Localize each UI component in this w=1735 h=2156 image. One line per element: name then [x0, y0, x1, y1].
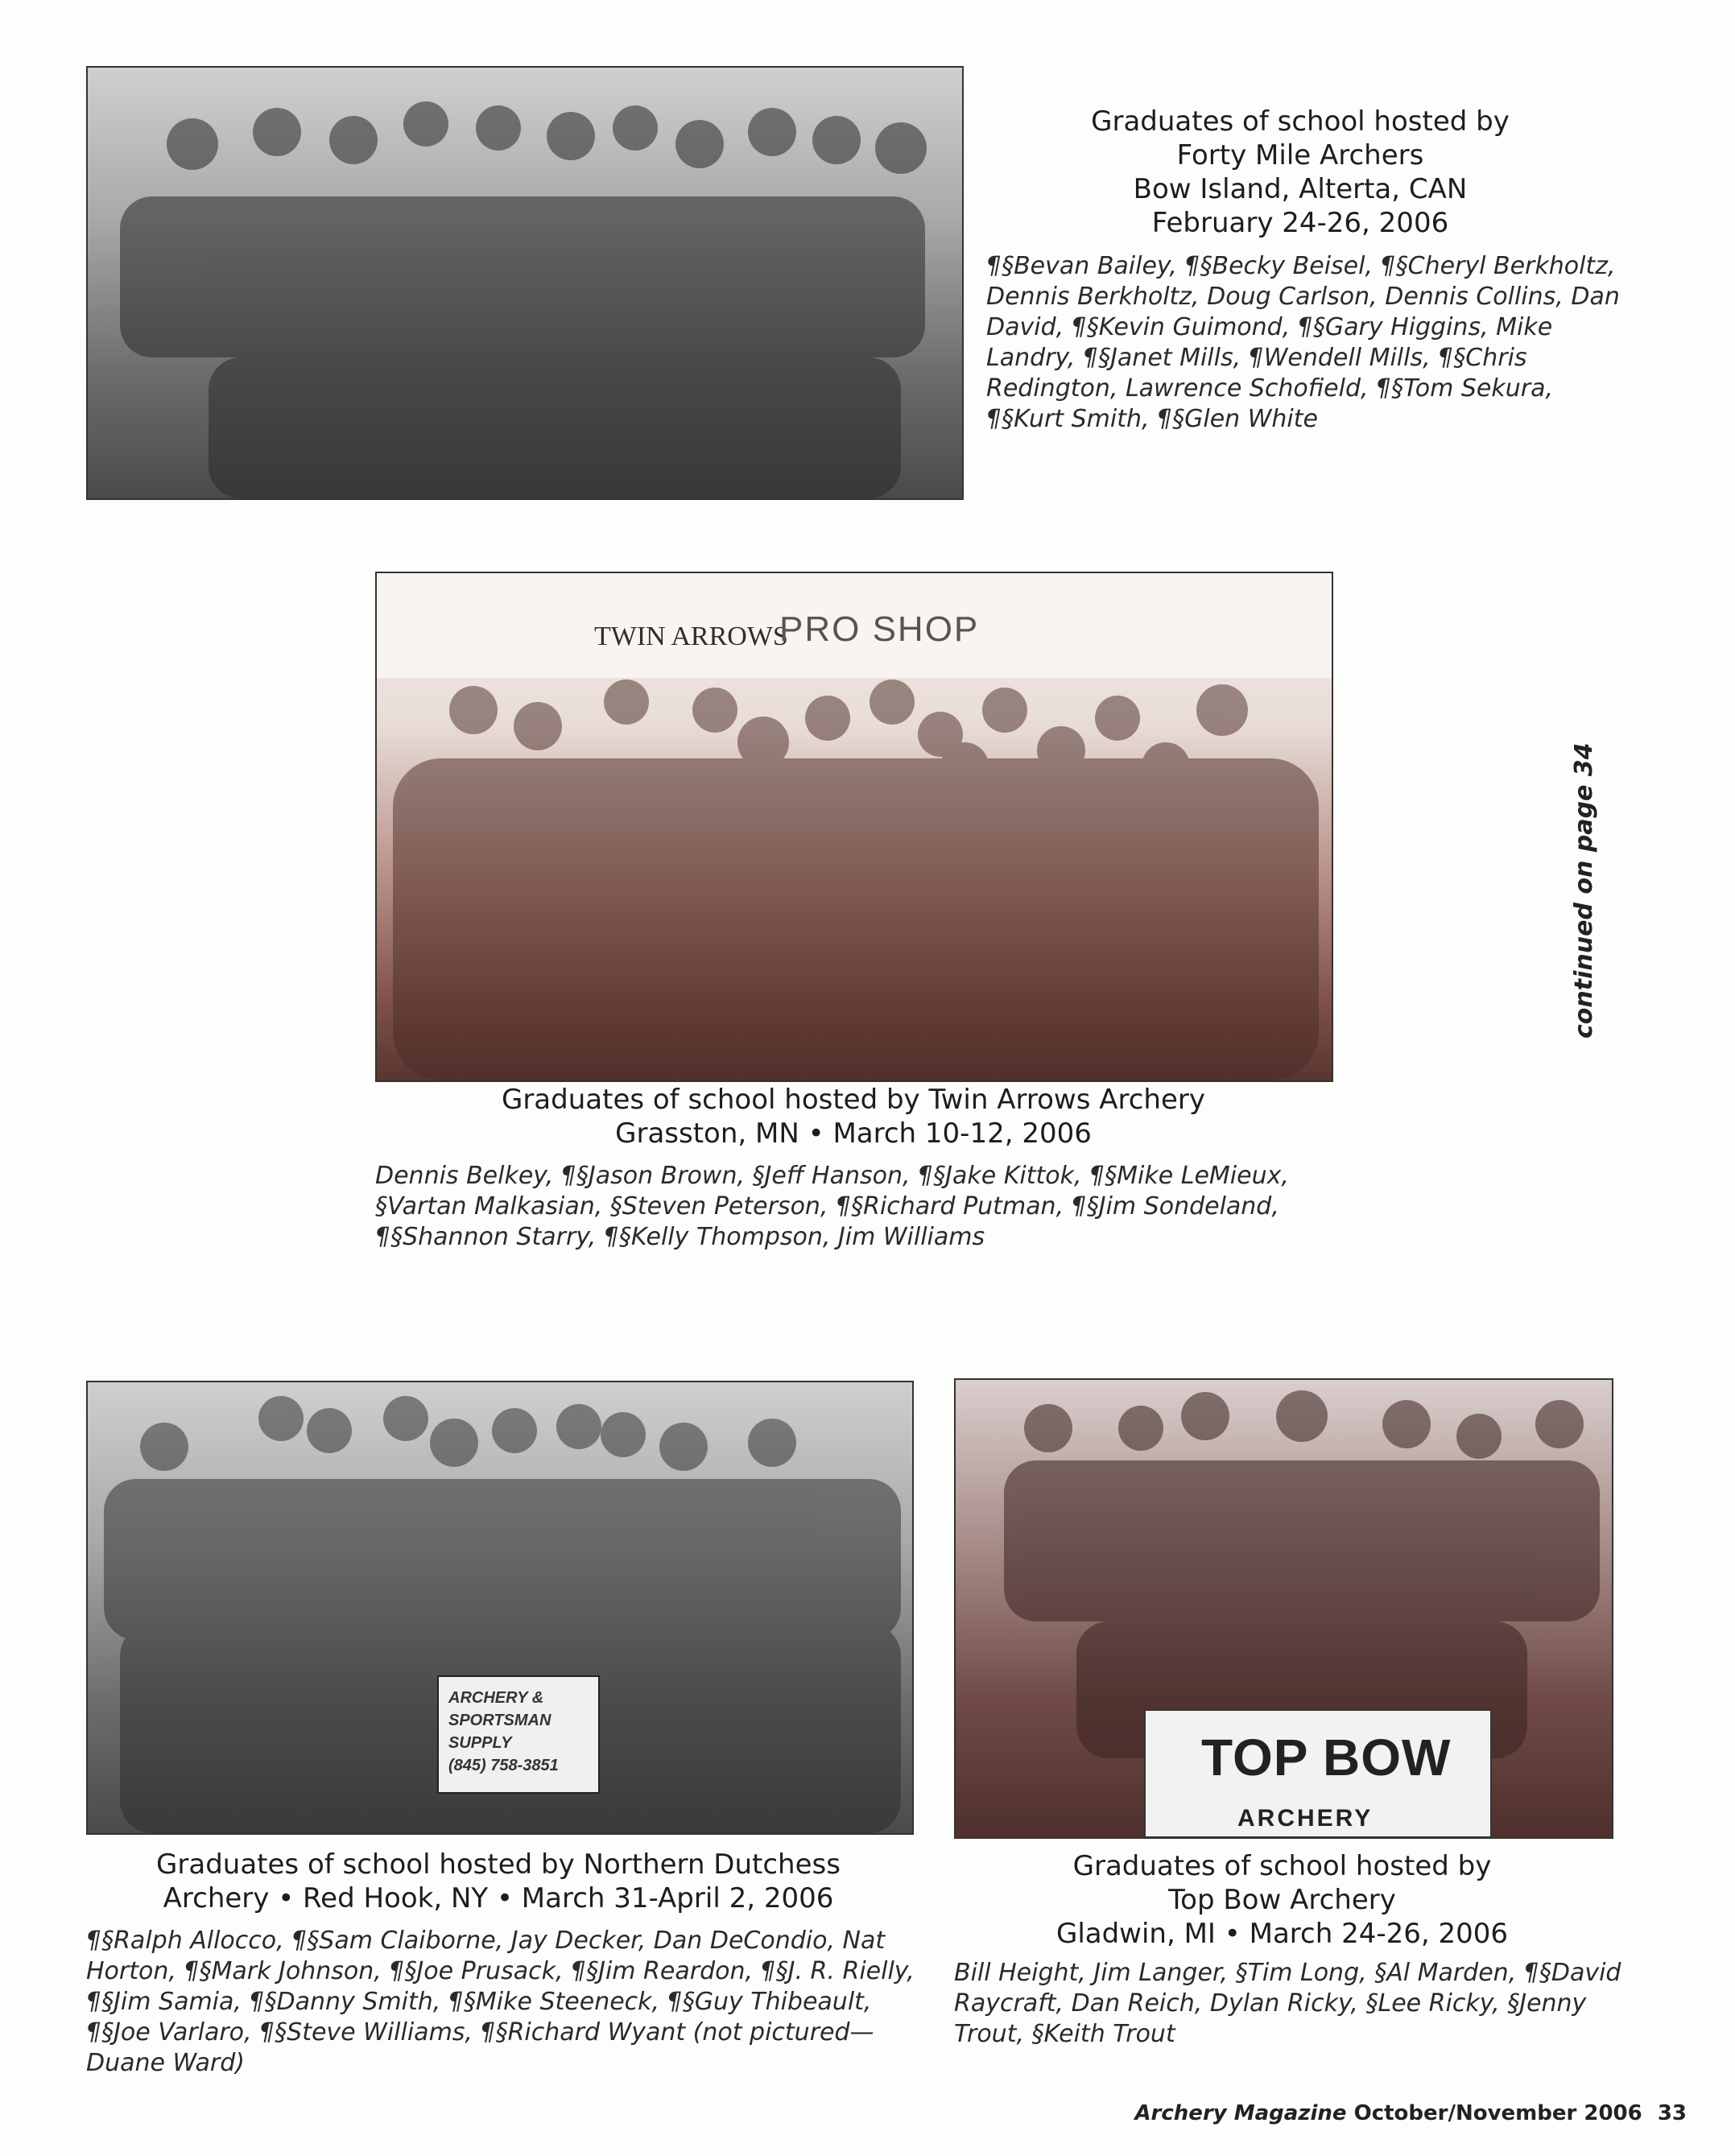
photo-twin-arrows-archery: [375, 572, 1333, 1082]
sign-line: SPORTSMAN: [448, 1712, 551, 1729]
caption-title-northern-dutchess: [86, 1848, 911, 1915]
caption-title-line: Bow Island, Alterta, CAN: [1133, 173, 1468, 205]
photo-northern-dutchess-archery: [86, 1381, 914, 1835]
sign-line: (845) 758-3851: [448, 1757, 559, 1774]
page-folio: [1134, 2101, 1687, 2125]
caption-title-top-bow: [954, 1849, 1610, 1951]
store-sign: [448, 1687, 559, 1777]
caption-title-line: Graduates of school hosted by Twin Arrows Archery: [501, 1084, 1205, 1116]
top-bow-banner-sub: ARCHERY: [1237, 1805, 1374, 1832]
top-bow-banner: TOP BOW: [1201, 1729, 1452, 1786]
caption-title-forty-mile: [1006, 105, 1594, 240]
caption-title-line: Graduates of school hosted by: [1072, 1850, 1492, 1882]
caption-title-line: Forty Mile Archers: [1176, 139, 1424, 171]
caption-title-line: Top Bow Archery: [1168, 1884, 1396, 1916]
sign-line: SUPPLY: [448, 1734, 512, 1752]
magazine-name: Archery Magazine: [1134, 2101, 1347, 2125]
caption-names-forty-mile: ¶§Bevan Bailey, ¶§Becky Beisel, ¶§Cheryl Berkholtz, Dennis Berkholtz, Doug Carlson, Dennis Collins, Dan David, ¶§Kevin Guimond, ¶§Gary Higgins, Mike Landry, ¶§Janet Mills, ¶Wendell Mills, ¶§Chris Redington, Lawrence Schofield, ¶§Tom Sekura, ¶§Kurt Smith, ¶§Glen White: [986, 252, 1620, 433]
caption-names-twin-arrows: Dennis Belkey, ¶§Jason Brown, §Jeff Hanson, ¶§Jake Kittok, ¶§Mike LeMieux, §Vartan Malkasian, §Steven Peterson, ¶§Richard Putman, ¶§Jim Sondeland, ¶§Shannon Starry, ¶§Kelly Thompson, Jim Williams: [375, 1162, 1289, 1251]
caption-title-line: Grasston, MN • March 10-12, 2006: [615, 1117, 1092, 1150]
photo-top-bow-archery: [954, 1378, 1613, 1839]
issue-date: October/November 2006: [1353, 2101, 1642, 2125]
caption-title-line: Graduates of school hosted by: [1091, 105, 1510, 138]
caption-names-northern-dutchess: ¶§Ralph Allocco, ¶§Sam Claiborne, Jay Decker, Dan DeCondio, Nat Horton, ¶§Mark Johnson, ¶§Joe Prusack, ¶§Jim Reardon, ¶§J. R. Rielly, ¶§Jim Samia, ¶§Danny Smith, ¶§Mike Steeneck, ¶§Guy Thibeault, ¶§Joe Varlaro, ¶§Steve Williams, ¶§Richard Wyant (not pictured—Duane Ward): [86, 1927, 915, 2077]
caption-title-line: February 24-26, 2006: [1151, 207, 1449, 239]
group-photo-people: [88, 68, 962, 498]
photo-forty-mile-archers: [86, 66, 964, 500]
caption-names-top-bow: Bill Height, Jim Langer, §Tim Long, §Al Marden, ¶§David Raycraft, Dan Reich, Dylan Ricky, §Lee Ricky, §Jenny Trout, §Keith Trout: [954, 1959, 1621, 2048]
pro-shop-sign: PRO SHOP: [779, 609, 980, 649]
continued-note: continued on page 34: [1570, 742, 1598, 1039]
twin-arrows-logo: TWIN ARROWS: [594, 622, 788, 651]
caption-title-line: Gladwin, MI • March 24-26, 2006: [1055, 1918, 1509, 1950]
caption-title-twin-arrows: [386, 1083, 1320, 1150]
page-number: 33: [1657, 2101, 1687, 2125]
caption-title-line: Graduates of school hosted by Northern Dutchess: [156, 1848, 841, 1881]
caption-title-line: Archery • Red Hook, NY • March 31-April 2, 2006: [163, 1882, 834, 1914]
sign-line: ARCHERY &: [448, 1689, 544, 1707]
